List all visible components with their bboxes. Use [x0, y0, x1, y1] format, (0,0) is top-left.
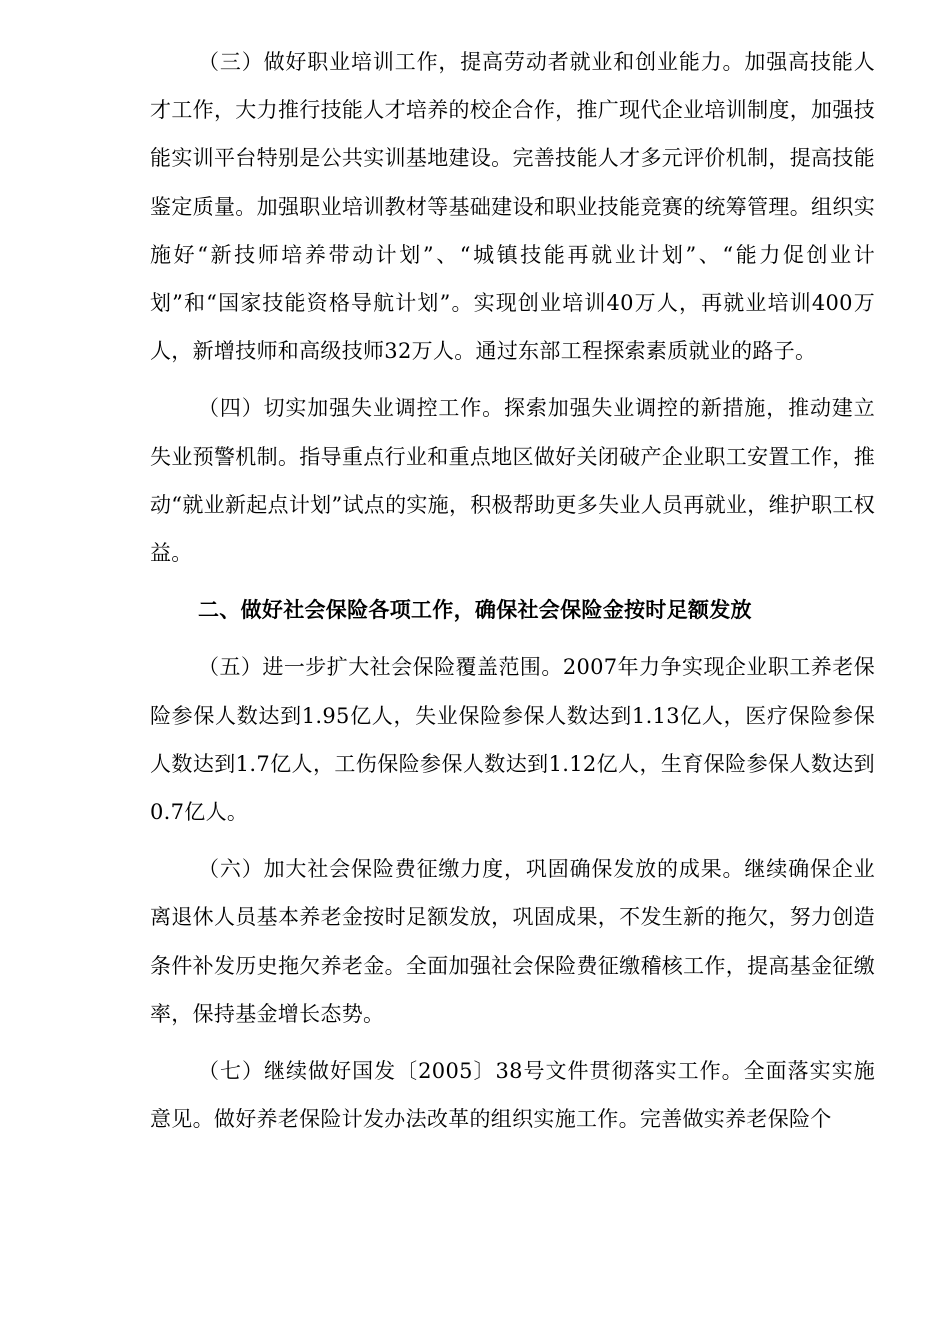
paragraph-5-coverage: （五）进一步扩大社会保险覆盖范围。2007年力争实现企业职工养老保险参保人数达到1.95亿人，失业保险参保人数达到1.13亿人，医疗保险参保人数达到1.7亿人，工伤保险参保人数达到1.12亿人，生育保险参保人数达到0.7亿人。: [150, 655, 875, 825]
document-body: [150, 38, 875, 1152]
paragraph-7-document-implementation: （七）继续做好国发〔2005〕38号文件贯彻落实工作。全面落实实施意见。做好养老保险计发办法改革的组织实施工作。完善做实养老保险个: [150, 1059, 875, 1132]
paragraph-6-contribution-collection: （六）加大社会保险费征缴力度，巩固确保发放的成果。继续确保企业离退休人员基本养老金按时足额发放，巩固成果，不发生新的拖欠，努力创造条件补发历史拖欠养老金。全面加强社会保险费征缴稽核工作，提高基金征缴率，保持基金增长态势。: [150, 857, 875, 1026]
paragraph-4-unemployment-control: （四）切实加强失业调控工作。探索加强失业调控的新措施，推动建立失业预警机制。指导重点行业和重点地区做好关闭破产企业职工安置工作，推动“就业新起点计划”试点的实施，积极帮助更多失业人员再就业，维护职工权益。: [150, 396, 875, 566]
paragraph-3-vocational-training: （三）做好职业培训工作，提高劳动者就业和创业能力。加强高技能人才工作，大力推行技能人才培养的校企合作，推广现代企业培训制度，加强技能实训平台特别是公共实训基地建设。完善技能人才多元评价机制，提高技能鉴定质量。加强职业培训教材等基础建设和职业技能竞赛的统筹管理。组织实施好“新技师培养带动计划”、“城镇技能再就业计划”、“能力促创业计划”和“国家技能资格导航计划”。实现创业培训40万人，再就业培训400万人，新增技师和高级技师32万人。通过东部工程探索素质就业的路子。: [150, 50, 875, 364]
section-heading-social-insurance: 二、做好社会保险各项工作，确保社会保险金按时足额发放: [198, 598, 752, 623]
